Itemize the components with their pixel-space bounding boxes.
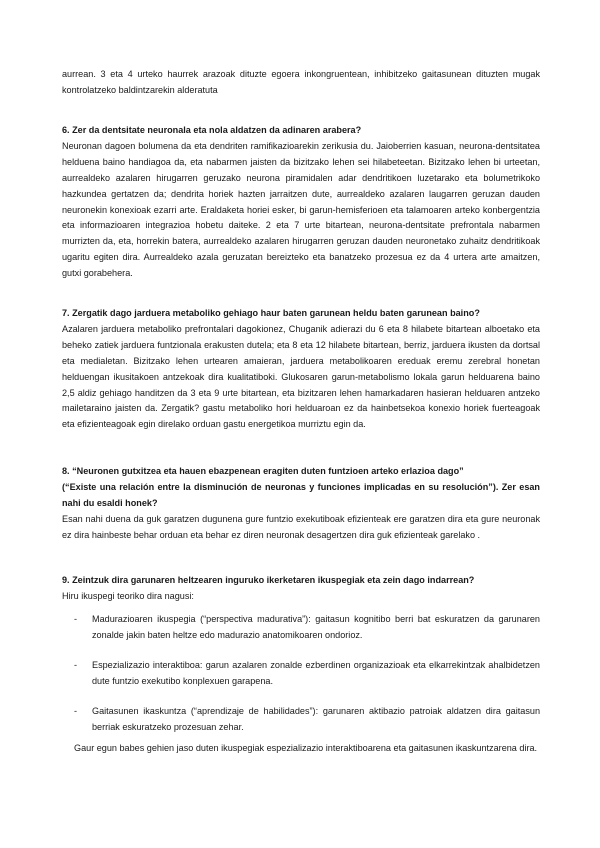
list-item xyxy=(62,704,540,736)
question-8-answer: Esan nahi duena da guk garatzen dugunena gure funtzio exekutiboak efizienteak ere garatzen dira eta gure neuronak ez dira hainbeste behar orduan eta behar ez diren neuronak desagertzen dira guk efizienteak garelako . xyxy=(62,513,540,540)
question-8-subheading: (“Existe una relación entre la disminución de neuronas y funciones implicadas en su resolución”). Zer esan nahi du esaldi honek? xyxy=(62,481,540,508)
question-6-heading: 6. Zer da dentsitate neuronala eta nola aldatzen da adinaren arabera? xyxy=(62,125,362,135)
bullet-dash: - xyxy=(74,659,78,670)
perspectives-list xyxy=(62,612,540,749)
list-item xyxy=(62,658,540,690)
intro-section xyxy=(62,67,540,99)
question-9-intro: Hiru ikuspegi teoriko dira nagusi: xyxy=(62,590,194,601)
list-item-text: Madurazioaren ikuspegia (“perspectiva madurativa”): gaitasun kognitibo berri bat eskuratzen da garunaren zonalde jakin baten heltze edo madurazio anatomikoaren ondorioz. xyxy=(92,614,540,640)
bullet-dash: - xyxy=(74,705,78,716)
question-7-answer: Azalaren jarduera metaboliko prefrontalari dagokionez, Chuganik adierazi du 6 eta 8 hilabete bitartean alboetako eta beheko zatiek jarduera funtzionala erakusten dutela; eta 8 eta 12 hilabete bitartean, berriz, jarduera ikusten da dortsal eta medialetan. Bizitzako lehen urtearen amaieran, jarduera metabolikoaren ereduak eremu zerebral honetan helduengan ikusitakoen antzekoak dira kualitatiboki. Glukosaren garun-metabolismo lokala garun helduarena baino 2,5 aldiz gehiago handitzen da 3 eta 9 urte bitartean, eta bizitzaren lehen hamarkadaren hasieran helduaren antzeko mailetaraino jaisten da. Zergatik? gastu metaboliko hori helduaroan ez da hainbetsekoa konexio horiek fuerteagoak eta efizienteagoak egin direlako orduan gastu energetikoa murriztu egin da. xyxy=(62,323,540,430)
list-item-text: Espezializazio interaktiboa: garun azalaren zonalde ezberdinen organizazioak eta elkarrekintzak ahalbidetzen dute funtzio exekutibo konplexuen garapena. xyxy=(92,659,540,686)
question-9-conclusion: Gaur egun babes gehien jaso duten ikuspegiak espezializazio interaktiboarena eta gaitasunen ikaskuntzarena dira. xyxy=(74,743,538,753)
question-6-section xyxy=(62,123,540,282)
list-item-text: Gaitasunen ikaskuntza (“aprendizaje de habilidades”): garunaren aktibazio patroiak aldatzen dira gaitasun berriak eskuratzeko prozesuan zehar. xyxy=(92,705,540,732)
question-9-section xyxy=(62,573,540,605)
question-7-heading: 7. Zergatik dago jarduera metaboliko gehiago haur baten garunean heldu baten garunean baino? xyxy=(62,308,480,318)
question-6-answer: Neuronan dagoen bolumena da eta dendriten ramifikazioarekin zerikusia du. Jaioberrien kasuan, neurona-dentsitatea helduena baino handiagoa da, eta nabarmen jaisten da bizitzako lehen sei hilabeteetan. Bizitzako lehen bi urteetan, aurrealdeko azalaren hirugarren geruzako neurona piramidalen adar dendritikoen luzetarako eta bolumetrikoko hazkundea gertatzen da; dendrita horiek hazten jarraitzen dute, aurrealdeko azalaren laugarren geruzan dauden neuronekin konexioak ezarri arte. Eraldaketa horiei esker, bi garun-hemisferioen eta talamoaren arteko konbergentzia eta informazioaren integrazioa hobetu daiteke. 2 eta 7 urte bitartean, neurona-dentsitate prefrontala nabarmen murrizten da, eta, horrekin batera, aurrealdeko azalaren hirugarren geruzan dauden neuronetako zuhaitz dendritikoak ugaritu egiten dira. Aurrealdeko azala geruzatan bereizteko eta banatzeko prozesua ez da 4 urtera arte amaitzen, gutxi gorabehera. xyxy=(62,140,540,279)
question-8-heading: 8. “Neuronen gutxitzea eta hauen ebazpenean eragiten duten funtzioen arteko erlazioa dago” xyxy=(62,466,464,476)
question-9-conclusion-block xyxy=(74,741,540,757)
intro-paragraph: aurrean. 3 eta 4 urteko haurrek arazoak dituzte egoera inkongruentean, inhibitzeko gaitasunean dituzten mugak kontrolatzeko baldintzarekin alderatuta xyxy=(62,69,540,95)
question-8-section xyxy=(62,464,540,544)
question-7-section xyxy=(62,306,540,433)
question-9-heading: 9. Zeintzuk dira garunaren heltzearen inguruko ikerketaren ikuspegiak eta zein dago indarrean? xyxy=(62,575,475,585)
bullet-dash: - xyxy=(74,614,78,624)
list-item xyxy=(62,612,540,644)
